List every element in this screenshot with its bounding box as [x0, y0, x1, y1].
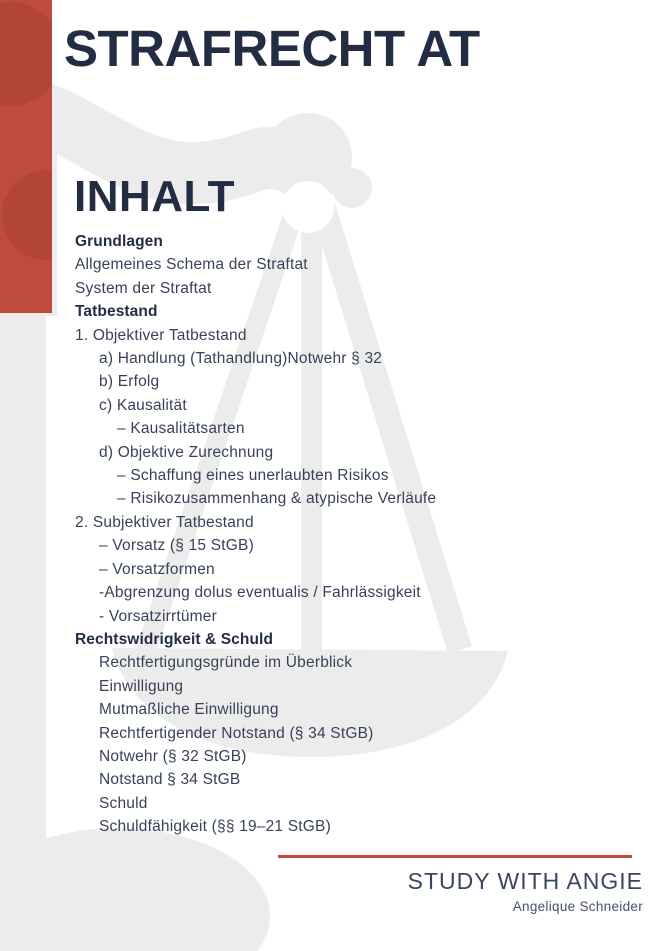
page-title: STRAFRECHT AT: [64, 20, 480, 77]
accent-circle: [2, 170, 52, 260]
toc-item: Tatbestand: [75, 303, 158, 321]
toc-item: – Risikozusammenhang & atypische Verläufe: [117, 490, 437, 508]
toc-item: -Abgrenzung dolus eventualis / Fahrlässigkeit: [99, 584, 421, 602]
toc-item: a) Handlung (Tathandlung)Notwehr § 32: [99, 350, 383, 368]
toc-item: Schuld: [99, 794, 148, 812]
footer-divider: [278, 855, 632, 858]
toc-item: – Schaffung eines unerlaubten Risikos: [117, 467, 389, 485]
left-accent-bar: [0, 0, 52, 313]
toc-item: Mutmaßliche Einwilligung: [99, 701, 279, 719]
toc-item: Schuldfähigkeit (§§ 19–21 StGB): [99, 818, 331, 836]
toc-item: d) Objektive Zurechnung: [99, 443, 274, 461]
toc-item: – Vorsatzformen: [99, 560, 215, 578]
toc-item: – Vorsatz (§ 15 StGB): [99, 537, 254, 555]
toc-item: Rechtfertigender Notstand (§ 34 StGB): [99, 724, 374, 742]
toc-item: Notwehr (§ 32 StGB): [99, 747, 247, 765]
toc-item: b) Erfolg: [99, 373, 160, 391]
toc-list: [75, 230, 615, 839]
toc-heading: INHALT: [74, 172, 236, 221]
toc-item: Rechtswidrigkeit & Schuld: [75, 630, 274, 648]
toc-item: Einwilligung: [99, 677, 184, 695]
toc-item: Grundlagen: [75, 233, 163, 250]
toc-item: 2. Subjektiver Tatbestand: [75, 513, 254, 531]
toc-item: c) Kausalität: [99, 396, 187, 414]
brand-name: STUDY WITH ANGIE: [407, 868, 643, 894]
toc-item: 1. Objektiver Tatbestand: [75, 326, 247, 344]
toc-item: – Kausalitätsarten: [117, 420, 245, 438]
toc-item: System der Straftat: [75, 279, 212, 297]
author-name: Angelique Schneider: [512, 899, 643, 914]
toc-item: Rechtfertigungsgründe im Überblick: [99, 654, 353, 672]
accent-circle: [0, 2, 52, 106]
toc-item: Allgemeines Schema der Straftat: [75, 256, 308, 274]
toc-item: Notstand § 34 StGB: [99, 771, 241, 789]
toc-item: - Vorsatzirrtümer: [99, 607, 217, 625]
